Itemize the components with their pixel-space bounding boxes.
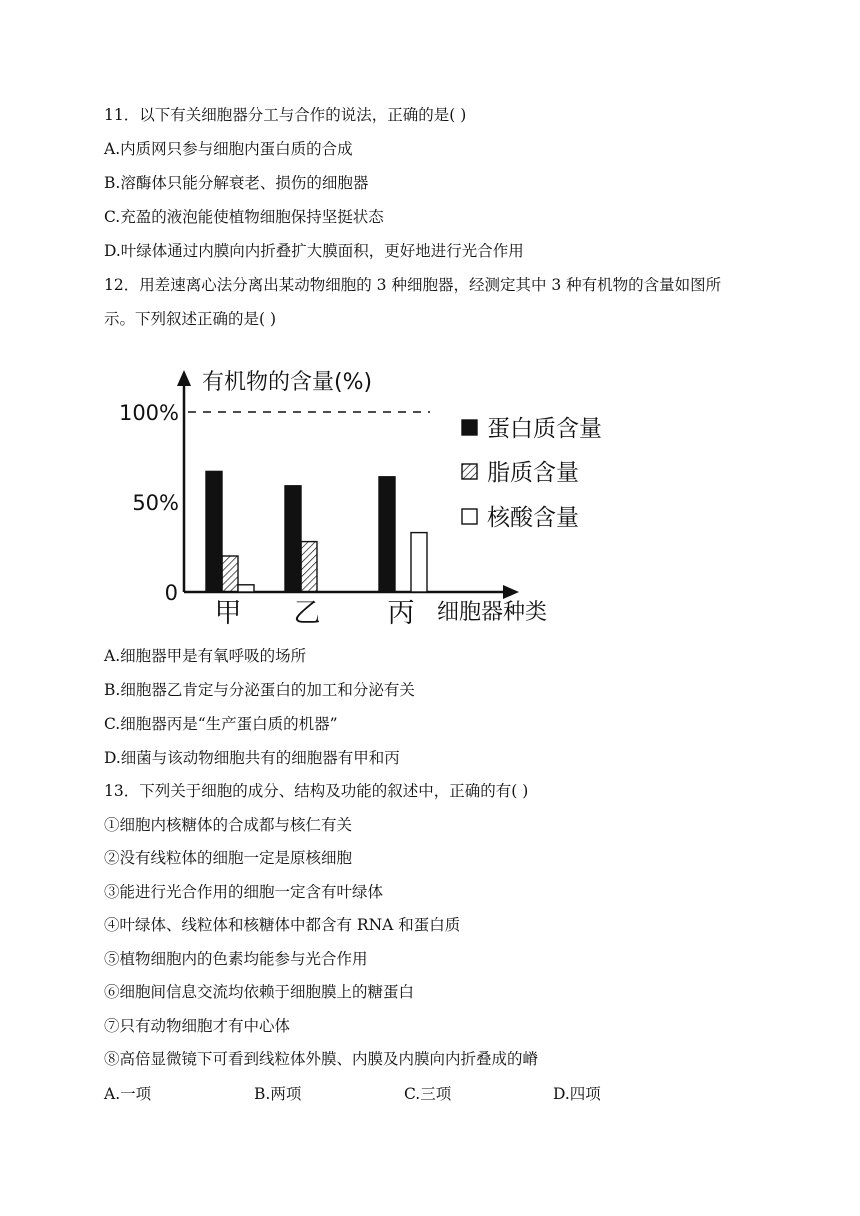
chart-bars xyxy=(206,471,427,592)
organic-content-bar-chart xyxy=(118,360,630,635)
x-category-label: 丙 xyxy=(387,598,415,629)
q12-option-c: C.细胞器丙是“生产蛋白质的机器” xyxy=(104,715,338,733)
bar-脂质含量-甲 xyxy=(222,556,238,592)
q13-statement-2: ②没有线粒体的细胞一定是原核细胞 xyxy=(104,849,353,867)
y-axis-arrow xyxy=(177,370,191,386)
x-category-label: 甲 xyxy=(214,598,242,629)
x-category-label: 乙 xyxy=(293,598,321,629)
q11-option-c: C.充盈的液泡能使植物细胞保持坚挺状态 xyxy=(104,208,384,226)
q13-statement-6: ⑥细胞间信息交流均依赖于细胞膜上的糖蛋白 xyxy=(104,983,415,1001)
q13-statement-8: ⑧高倍显微镜下可看到线粒体外膜、内膜及内膜向内折叠成的嵴 xyxy=(104,1050,539,1068)
q12-option-d: D.细菌与该动物细胞共有的细胞器有甲和丙 xyxy=(104,749,400,767)
bar-核酸含量-丙 xyxy=(411,533,427,592)
q13-stem: 13．下列关于细胞的成分、结构及功能的叙述中，正确的有( ) xyxy=(104,782,529,800)
q13-statement-5: ⑤植物细胞内的色素均能参与光合作用 xyxy=(104,950,368,968)
x-axis-label: 细胞器种类 xyxy=(437,600,548,625)
y-axis-label: 有机物的含量(%) xyxy=(202,370,373,395)
q13-option-d: D.四项 xyxy=(553,1085,601,1103)
q13-option-c: C.三项 xyxy=(404,1085,452,1103)
q11-option-d: D.叶绿体通过内膜向内折叠扩大膜面积，更好地进行光合作用 xyxy=(104,242,524,260)
x-axis-arrow xyxy=(503,585,519,599)
legend-swatch-蛋白质含量 xyxy=(462,420,477,435)
q13-option-a: A.一项 xyxy=(104,1085,152,1103)
bar-脂质含量-乙 xyxy=(301,542,317,592)
q13-option-b: B.两项 xyxy=(254,1085,302,1103)
q12-option-b: B.细胞器乙肯定与分泌蛋白的加工和分泌有关 xyxy=(104,681,415,699)
q13-options xyxy=(104,1082,724,1104)
q13-statement-3: ③能进行光合作用的细胞一定含有叶绿体 xyxy=(104,883,384,901)
q11-option-a: A.内质网只参与细胞内蛋白质的合成 xyxy=(104,140,353,158)
bar-蛋白质含量-甲 xyxy=(206,471,222,592)
legend-label: 脂质含量 xyxy=(487,460,579,486)
y-tick-label: 0 xyxy=(164,581,178,605)
q12-stem: 12．用差速离心法分离出某动物细胞的 3 种细胞器，经测定其中 3 种有机物的含量如图所示。下列叙述正确的是( ) xyxy=(104,276,722,328)
y-tick-label: 50% xyxy=(132,491,179,515)
chart-legend xyxy=(462,416,602,531)
q13-statement-4: ④叶绿体、线粒体和核糖体中都含有 RNA 和蛋白质 xyxy=(104,916,461,934)
legend-label: 核酸含量 xyxy=(487,505,579,531)
legend-label: 蛋白质含量 xyxy=(487,416,602,442)
legend-swatch-核酸含量 xyxy=(462,509,477,524)
q13-statement-7: ⑦只有动物细胞才有中心体 xyxy=(104,1017,291,1035)
legend-swatch-脂质含量 xyxy=(462,464,477,479)
q11-stem: 11．以下有关细胞器分工与合作的说法，正确的是( ) xyxy=(104,106,467,124)
q11-option-b: B.溶酶体只能分解衰老、损伤的细胞器 xyxy=(104,174,369,192)
bar-核酸含量-甲 xyxy=(238,585,254,592)
bar-蛋白质含量-乙 xyxy=(285,486,301,592)
y-tick-label: 100% xyxy=(118,401,179,425)
q13-statement-1: ①细胞内核糖体的合成都与核仁有关 xyxy=(104,816,353,834)
q12-option-a: A.细胞器甲是有氧呼吸的场所 xyxy=(104,647,307,665)
bar-蛋白质含量-丙 xyxy=(379,477,395,592)
